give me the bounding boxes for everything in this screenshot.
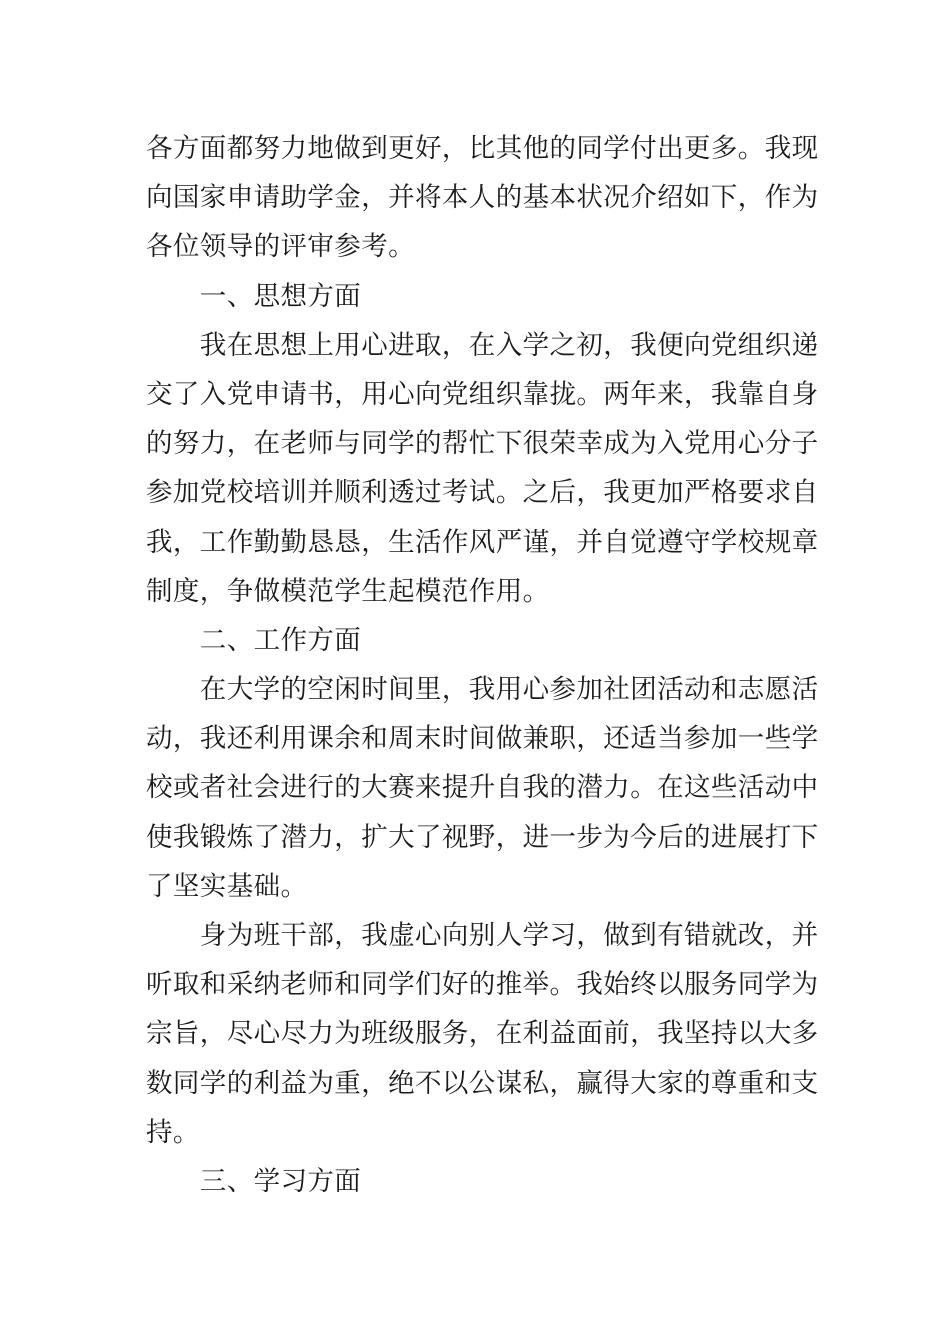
text-line: 参加党校培训并顺利透过考试。之后，我更加严格要求自 (146, 477, 819, 509)
text-line: 各方面都努力地做到更好，比其他的同学付出更多。我现 (146, 133, 819, 164)
heading-study (146, 1157, 806, 1206)
text-line: 校或者社会进行的大赛来提升自我的潜力。在这些活动中 (146, 772, 819, 804)
text-line: 的努力，在老师与同学的帮忙下很荣幸成为入党用心分子 (146, 428, 819, 460)
paragraph-work-activities (146, 665, 819, 911)
text-line: 交了入党申请书，用心向党组织靠拢。两年来，我靠自身 (146, 378, 819, 410)
paragraph-work-cadre (146, 911, 819, 1157)
paragraph-intro-continued (146, 124, 819, 272)
text-line: 各位领导的评审参考。 (146, 231, 415, 263)
text-line: 动，我还利用课余和周末时间做兼职，还适当参加一些学 (146, 723, 819, 755)
text-line: 持。 (146, 1116, 200, 1148)
document-body (146, 124, 819, 1206)
text-line: 制度，争做模范学生起模范作用。 (146, 575, 550, 607)
paragraph-thought (146, 321, 819, 616)
text-line: 我在思想上用心进取，在入学之初，我便向党组织递 (146, 329, 819, 361)
text-line: 身为班干部，我虚心向别人学习，做到有错就改，并 (146, 920, 819, 951)
text-line: 数同学的利益为重，绝不以公谋私，赢得大家的尊重和支 (146, 1067, 819, 1099)
text-line: 使我锻炼了潜力，扩大了视野，进一步为今后的进展打下 (146, 821, 819, 853)
text-line: 听取和采纳老师和同学们好的推举。我始终以服务同学为 (146, 969, 819, 1001)
section-heading: 二、工作方面 (146, 624, 362, 656)
text-line: 我，工作勤勤恳恳，生活作风严谨，并自觉遵守学校规章 (146, 526, 819, 558)
text-line: 在大学的空闲时间里，我用心参加社团活动和志愿活 (146, 674, 819, 706)
section-heading: 一、思想方面 (146, 280, 362, 312)
heading-work (146, 616, 806, 665)
section-heading: 三、学习方面 (146, 1165, 362, 1197)
text-line: 宗旨，尽心尽力为班级服务，在利益面前，我坚持以大多 (146, 1018, 819, 1050)
text-line: 向国家申请助学金，并将本人的基本状况介绍如下，作为 (146, 182, 819, 214)
text-line: 了坚实基础。 (146, 870, 308, 902)
heading-thought (146, 272, 806, 321)
